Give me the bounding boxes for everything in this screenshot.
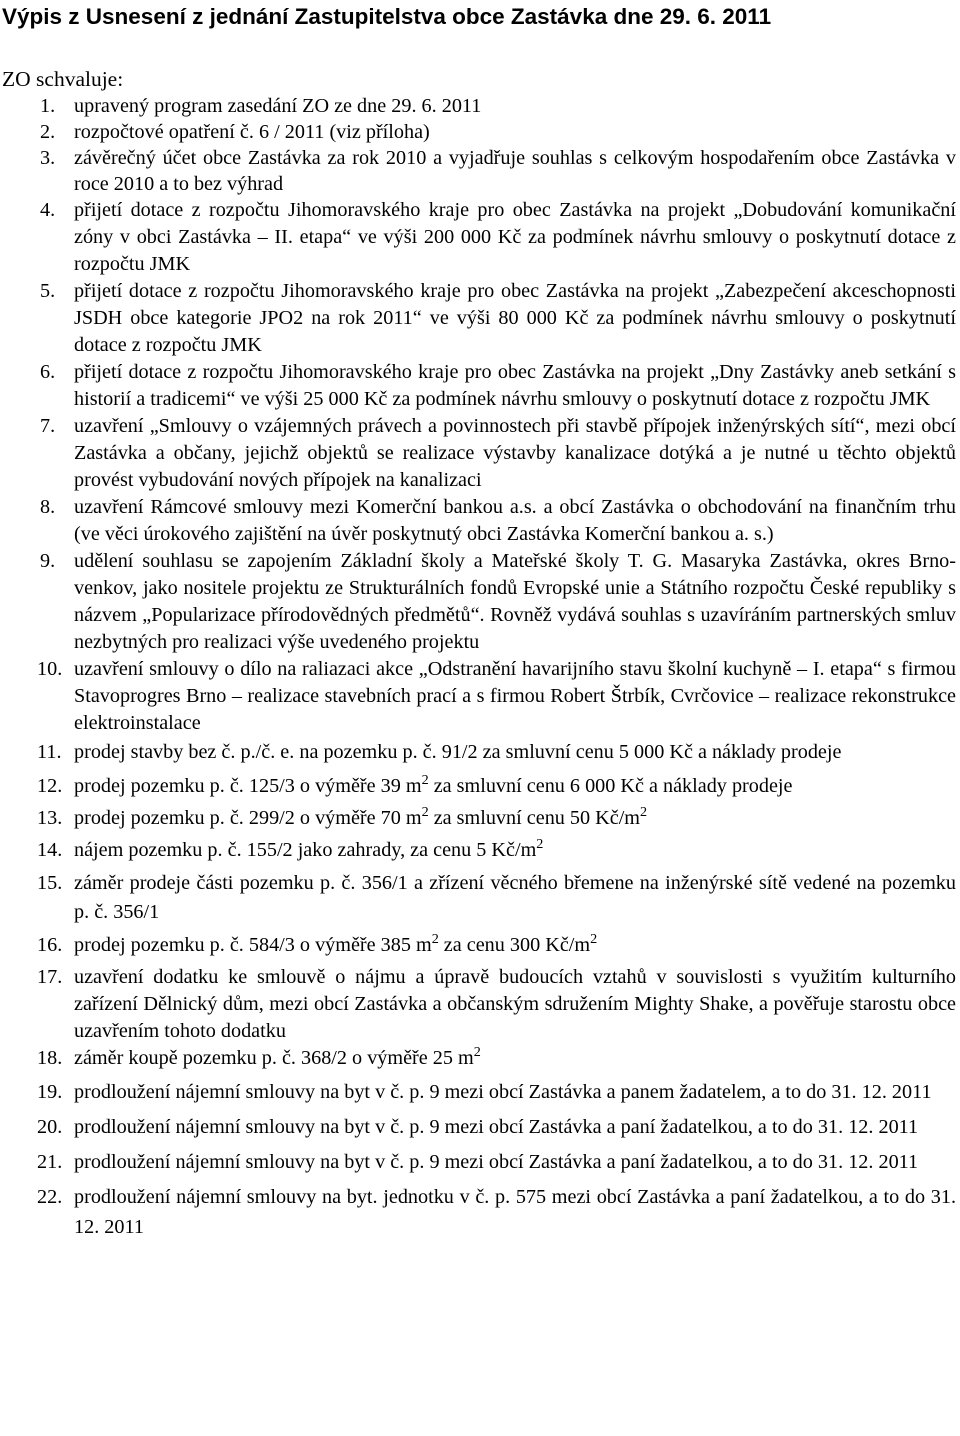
item-text-part: za cenu 300 Kč/m [438, 934, 591, 956]
item-text: záměr prodeje části pozemku p. č. 356/1 a zřízení věcného břemene na inženýrské sítě vedené na pozemku p. č. 356/1 [74, 872, 956, 923]
item-text: uzavření Rámcové smlouvy mezi Komerční bankou a.s. a obcí Zastávka o obchodování na finančním trhu (ve věci úrokového zajištění na úvěr poskytnutý obci Zastávka Komerční bankou a. s.) [74, 496, 956, 545]
item-text: prodej stavby bez č. p./č. e. na pozemku p. č. 91/2 za smluvní cenu 5 000 Kč a náklady prodeje [74, 741, 842, 763]
item-text-part: záměr koupě pozemku p. č. 368/2 o výměře 25 m [74, 1047, 474, 1069]
item-number: 20. [37, 1116, 63, 1138]
list-item [2, 1182, 956, 1242]
item-number: 15. [37, 872, 63, 894]
section-heading: ZO schvaluje: [2, 67, 124, 91]
item-number: 1. [40, 95, 56, 117]
item-number: 8. [40, 496, 56, 518]
item-number: 13. [37, 807, 63, 829]
item-text-part: za smluvní cenu 6 000 Kč a náklady prodeje [428, 775, 793, 797]
item-text: prodloužení nájemní smlouvy na byt v č. p. 9 mezi obcí Zastávka a paní žadatelkou, a to do 31. 12. 2011 [74, 1151, 919, 1173]
item-text: přijetí dotace z rozpočtu Jihomoravského kraje pro obec Zastávka na projekt „Dny Zastávky aneb setkání s historií a tradicemi“ ve výši 25 000 Kč za podmínek návrhu smlouvy o poskytnutí dotace z rozpočtu JMK [74, 361, 956, 410]
item-number: 22. [37, 1186, 63, 1208]
item-text: přijetí dotace z rozpočtu Jihomoravského kraje pro obec Zastávka na projekt „Zabezpečení akceschopnosti JSDH obce kategorie JPO2 na rok 2011“ ve výši 80 000 Kč za podmínek návrhu smlouvy o poskytnutí dotace z rozpočtu JMK [74, 280, 956, 356]
item-number: 12. [37, 775, 63, 797]
list-item [2, 656, 956, 737]
list-item [2, 548, 956, 656]
list-item [2, 805, 956, 832]
list-item [2, 932, 956, 959]
list-item [2, 737, 956, 768]
superscript: 2 [473, 1044, 481, 1061]
item-number: 7. [40, 415, 56, 437]
item-number: 6. [40, 361, 56, 383]
list-item [2, 278, 956, 359]
list-item [2, 197, 956, 278]
list-item [2, 1045, 956, 1072]
item-number: 16. [37, 934, 63, 956]
superscript: 2 [536, 836, 544, 853]
superscript: 2 [590, 931, 598, 948]
item-number: 9. [40, 550, 56, 572]
item-text-part: prodej pozemku p. č. 125/3 o výměře 39 m [74, 775, 422, 797]
list-item [2, 119, 956, 145]
item-number: 18. [37, 1047, 63, 1069]
item-number: 11. [37, 741, 62, 763]
superscript: 2 [431, 931, 439, 948]
list-item [2, 964, 956, 1045]
list-item [2, 93, 956, 119]
resolution-list [2, 93, 956, 1242]
list-item [2, 773, 956, 800]
item-text: prodloužení nájemní smlouvy na byt. jednotku v č. p. 575 mezi obcí Zastávka a paní žadatelkou, a to do 31. 12. 2011 [74, 1186, 956, 1238]
item-text-part: nájem pozemku p. č. 155/2 jako zahrady, za cenu 5 Kč/m [74, 839, 537, 861]
superscript: 2 [421, 804, 429, 821]
list-item [2, 359, 956, 413]
item-text: přijetí dotace z rozpočtu Jihomoravského kraje pro obec Zastávka na projekt „Dobudování komunikační zóny v obci Zastávka – II. etapa“ ve výši 200 000 Kč za podmínek návrhu smlouvy o poskytnutí dotace z rozpočtu JMK [74, 199, 956, 275]
list-item [2, 413, 956, 494]
item-text [74, 932, 956, 959]
item-number: 10. [37, 658, 63, 680]
item-text [74, 837, 956, 864]
item-number: 3. [40, 147, 56, 169]
item-number: 19. [37, 1081, 63, 1103]
list-item [2, 1077, 956, 1107]
item-text: uzavření dodatku ke smlouvě o nájmu a úpravě budoucích vztahů v souvislosti s využitím kulturního zařízení Dělnický dům, mezi obcí Zastávka a občanským sdružením Mighty Shake, a pověřuje starostu obce uzavřením tohoto dodatku [74, 966, 956, 1042]
item-number: 17. [37, 966, 63, 988]
superscript: 2 [421, 772, 429, 789]
item-text [74, 805, 956, 832]
item-number: 21. [37, 1151, 63, 1173]
list-item [2, 145, 956, 197]
item-text: rozpočtové opatření č. 6 / 2011 (viz příloha) [74, 121, 430, 143]
list-item [2, 1112, 956, 1142]
item-text [74, 773, 956, 800]
item-text: prodloužení nájemní smlouvy na byt v č. p. 9 mezi obcí Zastávka a panem žadatelem, a to do 31. 12. 2011 [74, 1081, 932, 1103]
item-text-part: prodej pozemku p. č. 584/3 o výměře 385 m [74, 934, 432, 956]
item-number: 2. [40, 121, 56, 143]
superscript: 2 [640, 804, 648, 821]
item-text [74, 1045, 956, 1072]
item-number: 14. [37, 839, 63, 861]
item-text-part: za smluvní cenu 50 Kč/m [428, 807, 641, 829]
item-text: prodloužení nájemní smlouvy na byt v č. p. 9 mezi obcí Zastávka a paní žadatelkou, a to do 31. 12. 2011 [74, 1116, 919, 1138]
item-text-part: prodej pozemku p. č. 299/2 o výměře 70 m [74, 807, 422, 829]
list-item [2, 869, 956, 927]
list-item [2, 494, 956, 548]
item-number: 4. [40, 199, 56, 221]
item-text: upravený program zasedání ZO ze dne 29. 6. 2011 [74, 95, 482, 117]
list-item [2, 837, 956, 864]
item-number: 5. [40, 280, 56, 302]
list-item [2, 1147, 956, 1177]
item-text: uzavření smlouvy o dílo na raliazaci akce „Odstranění havarijního stavu školní kuchyně – I. etapa“ s firmou Stavoprogres Brno – realizace stavebních prací a s firmou Robert Štrbík, Cvrčovice – realizace rekonstrukce elektroinstalace [74, 658, 956, 734]
item-text: udělení souhlasu se zapojením Základní školy a Mateřské školy T. G. Masaryka Zastávka, okres Brno-venkov, jako nositele projektu ze Strukturálních fondů Evropské unie a Státního rozpočtu České republiky s názvem „Popularizace přírodovědných předmětů“. Rovněž vydává souhlas s uzavíráním partnerských smluv nezbytných pro realizaci výše uvedeného projektu [74, 550, 956, 653]
document-title: Výpis z Usnesení z jednání Zastupitelstva obce Zastávka dne 29. 6. 2011 [2, 4, 772, 29]
item-text: uzavření „Smlouvy o vzájemných právech a povinnostech při stavbě přípojek inženýrských sítí“, mezi obcí Zastávka a občany, jejichž objektů se realizace výstavby kanalizace dotýká a je nutné u těchto objektů provést vybudování nových přípojek na kanalizaci [74, 415, 956, 491]
item-text: závěrečný účet obce Zastávka za rok 2010 a vyjadřuje souhlas s celkovým hospodařením obce Zastávka v roce 2010 a to bez výhrad [74, 147, 956, 195]
